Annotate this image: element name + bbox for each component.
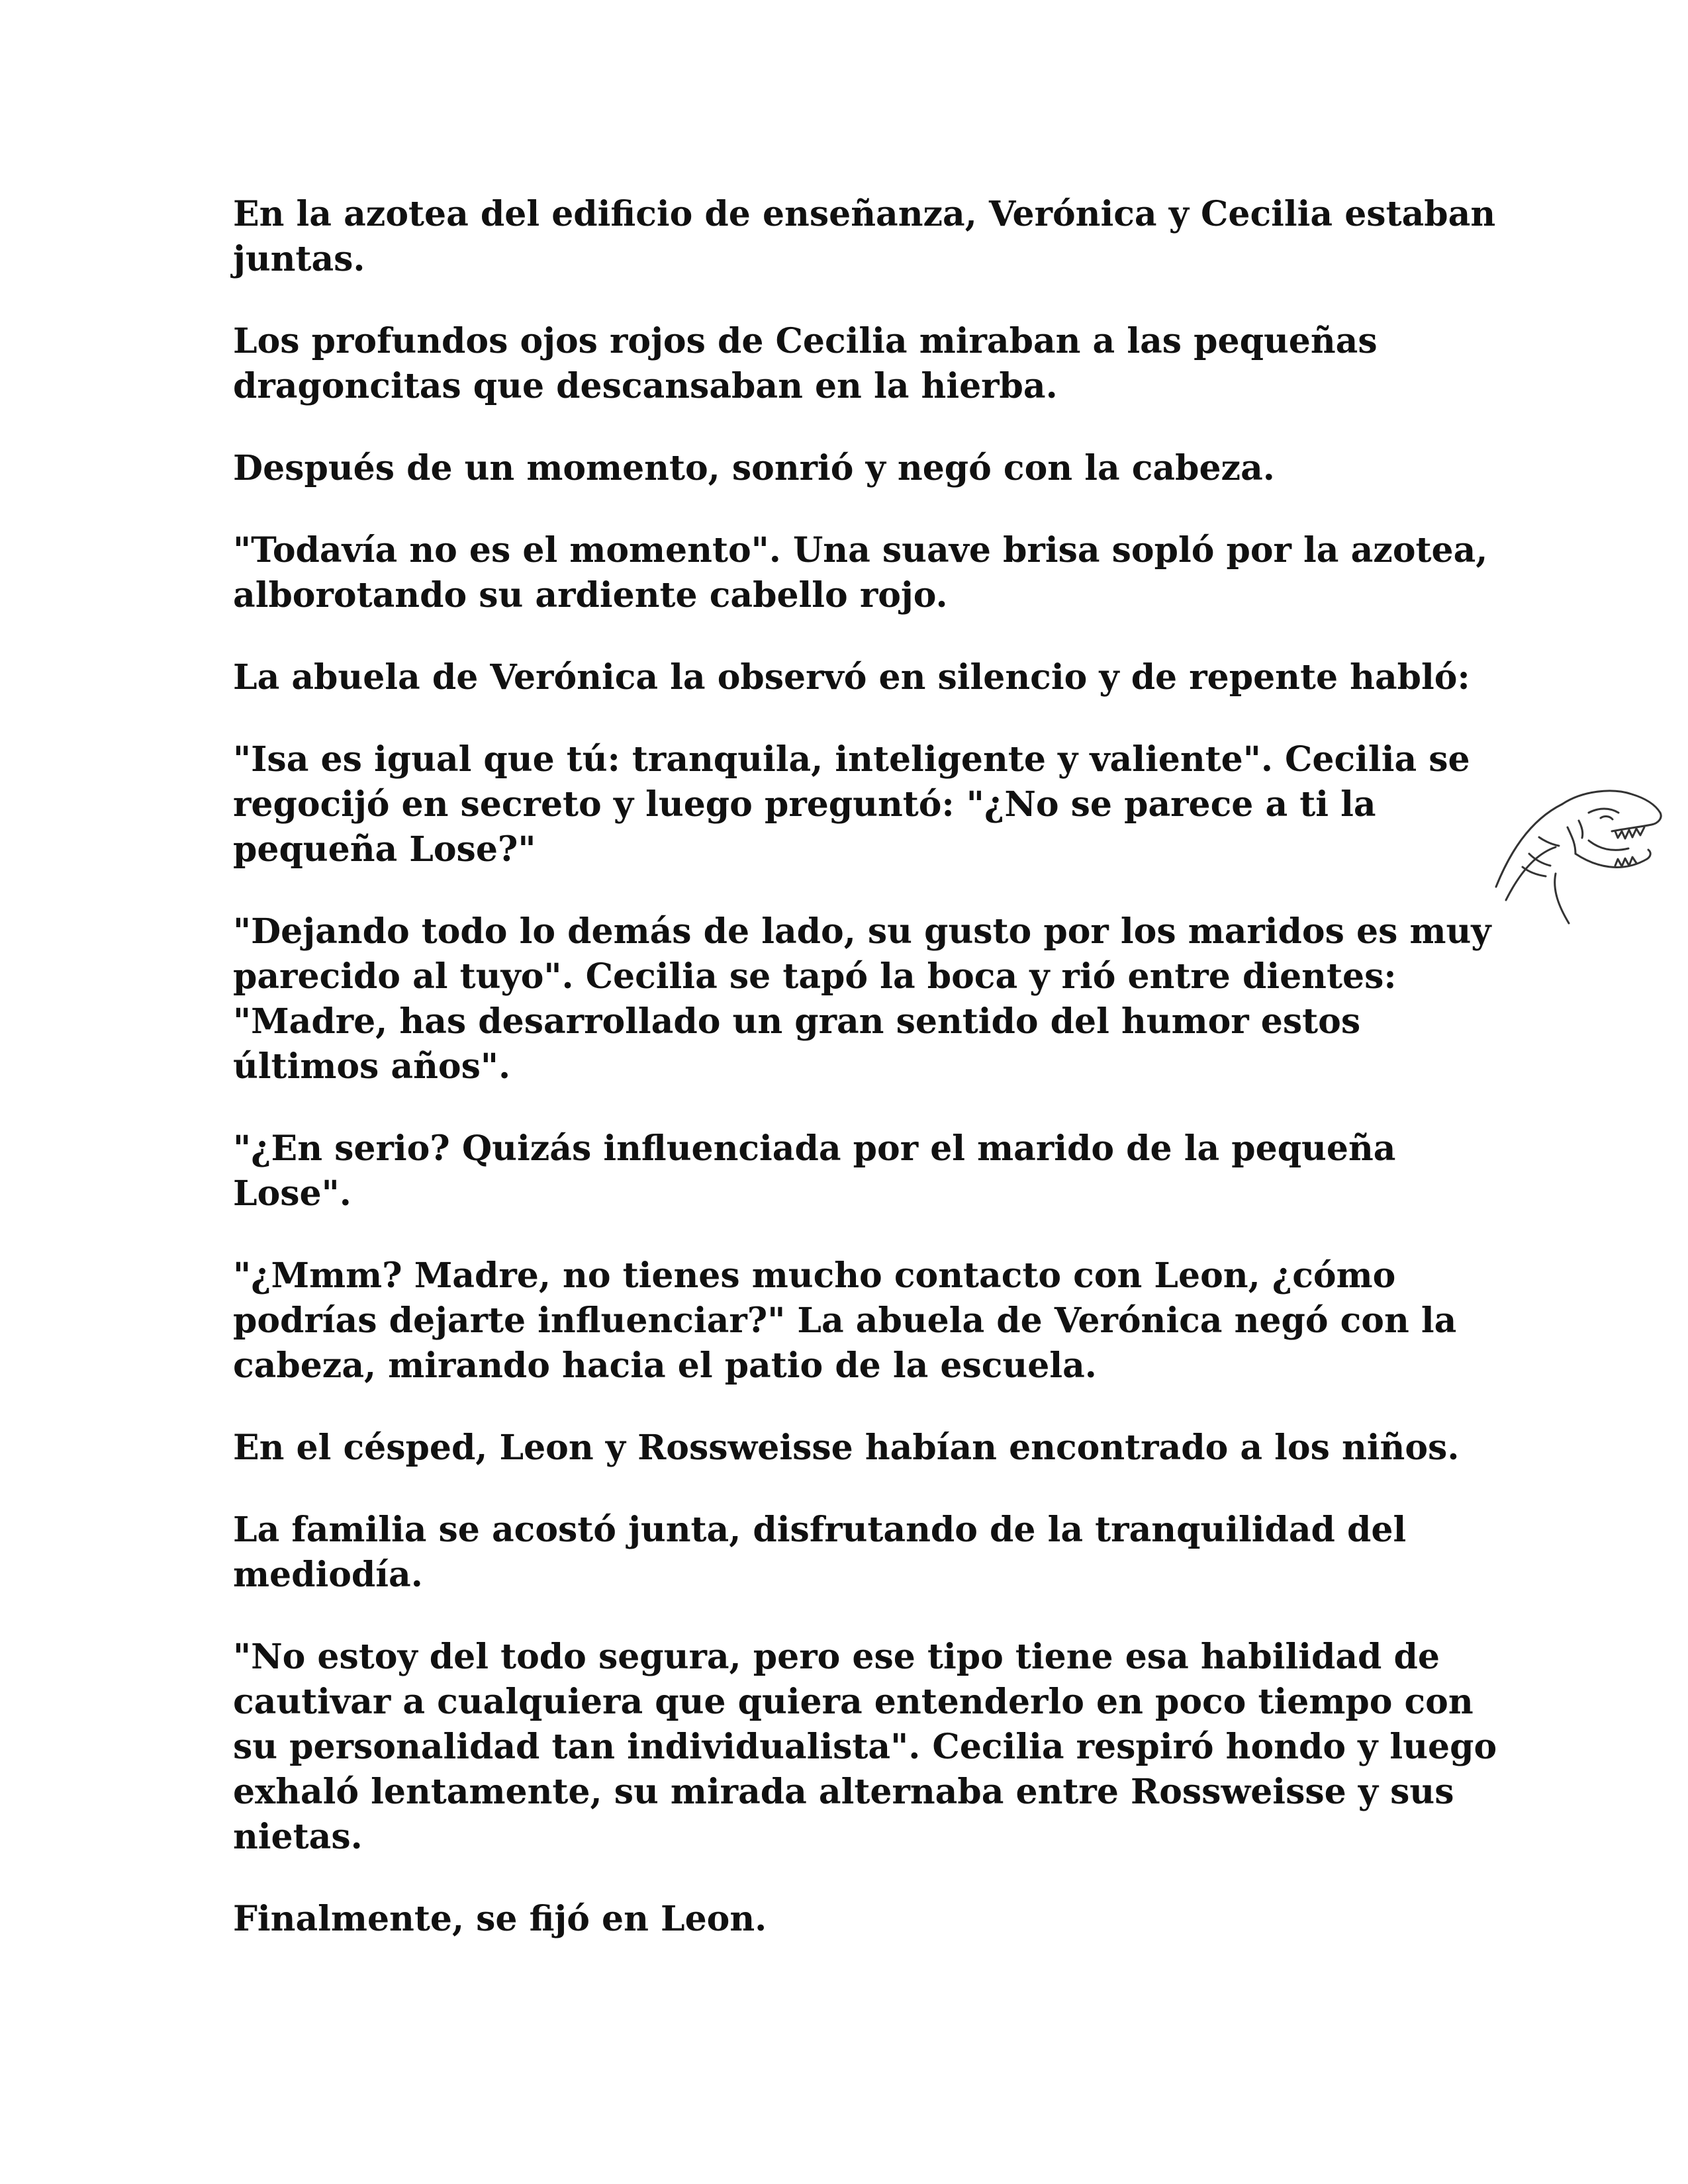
paragraph: Después de un momento, sonrió y negó con la cabeza. (233, 448, 1275, 488)
paragraph: En la azotea del edificio de enseñanza, Verónica y Cecilia estaban juntas. (233, 194, 1496, 279)
paragraph: Finalmente, se fijó en Leon. (233, 1899, 767, 1939)
paragraph: "Isa es igual que tú: tranquila, inteligente y valiente". Cecilia se regocijó en secreto y luego preguntó: "¿No se parece a ti la pequeña Lose?" (233, 739, 1470, 870)
paragraph: "Todavía no es el momento". Una suave brisa sopló por la azotea, alborotando su ardiente cabello rojo. (233, 530, 1488, 615)
paragraph: La abuela de Verónica la observó en silencio y de repente habló: (233, 657, 1470, 698)
paragraph: "Dejando todo lo demás de lado, su gusto por los maridos es muy parecido al tuyo". Cecilia se tapó la boca y rió entre dientes: "Madre, has desarrollado un gran sentido del humor estos últimos años". (233, 911, 1491, 1087)
body-text (233, 192, 1504, 1979)
paragraph: La familia se acostó junta, disfrutando de la tranquilidad del mediodía. (233, 1510, 1407, 1595)
paragraph: "¿En serio? Quizás influenciada por el marido de la pequeña Lose". (233, 1128, 1396, 1214)
paragraph: Los profundos ojos rojos de Cecilia miraban a las pequeñas dragoncitas que descansaban en la hierba. (233, 321, 1378, 406)
paragraph: "No estoy del todo segura, pero ese tipo tiene esa habilidad de cautivar a cualquiera que quiera entenderlo en poco tiempo con su personalidad tan individualista". Cecilia respiró hondo y luego exhaló lentamente, su mirada alternaba entre Rossweisse y sus nietas. (233, 1637, 1497, 1857)
paragraph: "¿Mmm? Madre, no tienes mucho contacto con Leon, ¿cómo podrías dejarte influenciar?" La abuela de Verónica negó con la cabeza, mirando hacia el patio de la escuela. (233, 1255, 1457, 1386)
paragraph: En el césped, Leon y Rossweisse habían encontrado a los niños. (233, 1428, 1460, 1468)
dinosaur-head-sketch-icon (1489, 774, 1668, 927)
